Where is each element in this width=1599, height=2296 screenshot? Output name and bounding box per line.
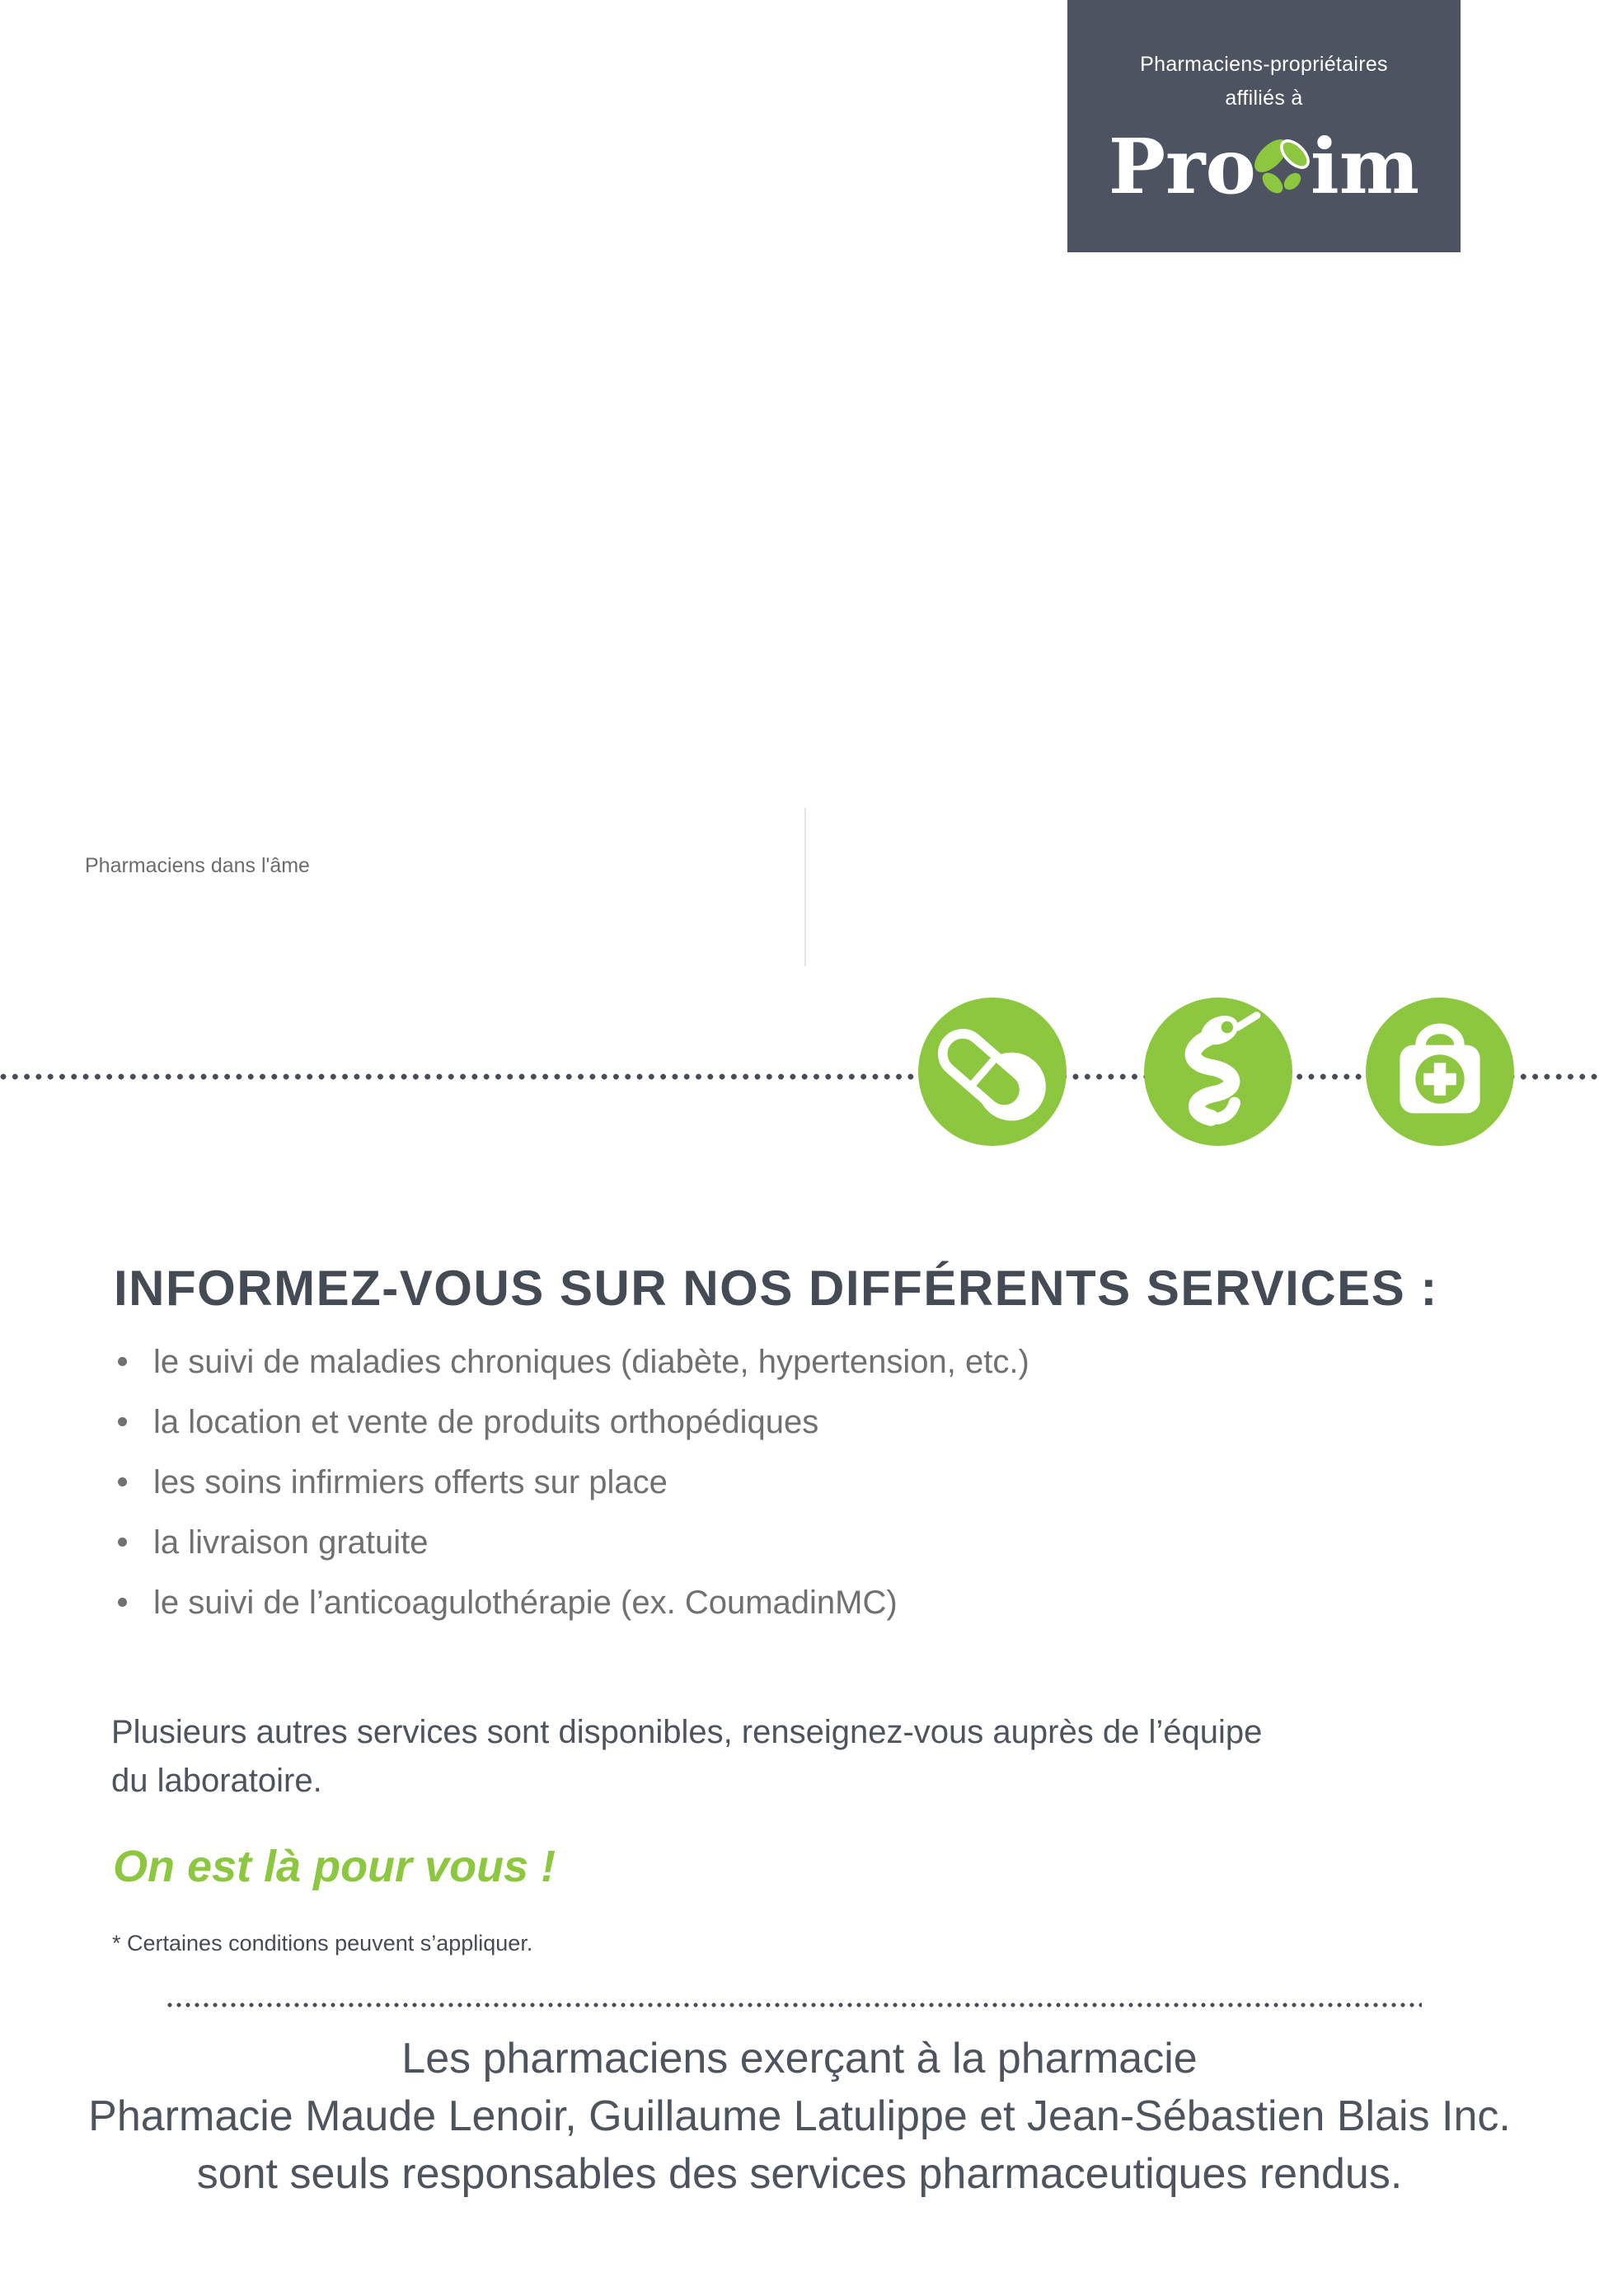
more-services-line2: du laboratoire. xyxy=(111,1763,322,1799)
affiliation-badge xyxy=(1067,0,1461,252)
dotted-line xyxy=(0,1073,1599,1080)
more-services-paragraph xyxy=(111,1708,1262,1805)
footer-disclaimer xyxy=(0,2030,1599,2203)
proxim-logo-text-pro: Pro xyxy=(1108,122,1256,211)
capsule-pill-icon xyxy=(918,998,1067,1146)
affiliation-line2: affiliés à xyxy=(1225,87,1303,110)
proxim-logo-text-im: im xyxy=(1310,122,1420,211)
services-list xyxy=(114,1345,1029,1646)
conditions-note: * Certaines conditions peuvent s’appliquer. xyxy=(112,1931,533,1956)
service-item-text: la location et vente de produits orthopédiques xyxy=(153,1404,819,1440)
service-item-text: les soins infirmiers offerts sur place xyxy=(153,1464,668,1500)
service-item-text: le suivi de maladies chroniques (diabète, hypertension, etc.) xyxy=(153,1344,1029,1380)
service-item xyxy=(114,1586,1029,1619)
services-heading: INFORMEZ-VOUS SUR NOS DIFFÉRENTS SERVICES : xyxy=(114,1261,1438,1316)
dotted-separator xyxy=(167,2003,1422,2007)
footer-line1: Les pharmaciens exerçant à la pharmacie xyxy=(401,2035,1198,2082)
service-item xyxy=(114,1466,1029,1499)
rod-of-asclepius-icon xyxy=(1144,998,1292,1146)
proxim-logo xyxy=(1067,122,1461,211)
affiliation-line1: Pharmaciens-propriétaires xyxy=(1140,53,1388,76)
service-item-text: le suivi de l’anticoagulothérapie (ex. CoumadinMC) xyxy=(153,1585,898,1621)
footer-line2: Pharmacie Maude Lenoir, Guillaume Latulippe et Jean-Sébastien Blais Inc. xyxy=(88,2092,1511,2140)
first-aid-kit-icon xyxy=(1366,998,1514,1146)
service-item xyxy=(114,1345,1029,1378)
brand-tagline: Pharmaciens dans l'âme xyxy=(85,854,310,877)
service-item xyxy=(114,1526,1029,1559)
more-services-line1: Plusieurs autres services sont disponibles, renseignez-vous auprès de l’équipe xyxy=(111,1714,1263,1750)
slogan: On est là pour vous ! xyxy=(113,1842,556,1891)
service-item-text: la livraison gratuite xyxy=(153,1524,429,1561)
service-item xyxy=(114,1406,1029,1439)
vertical-divider xyxy=(804,808,806,966)
footer-line3: sont seuls responsables des services pharmaceutiques rendus. xyxy=(196,2150,1403,2198)
proxim-leaf-x-icon xyxy=(1251,130,1315,209)
